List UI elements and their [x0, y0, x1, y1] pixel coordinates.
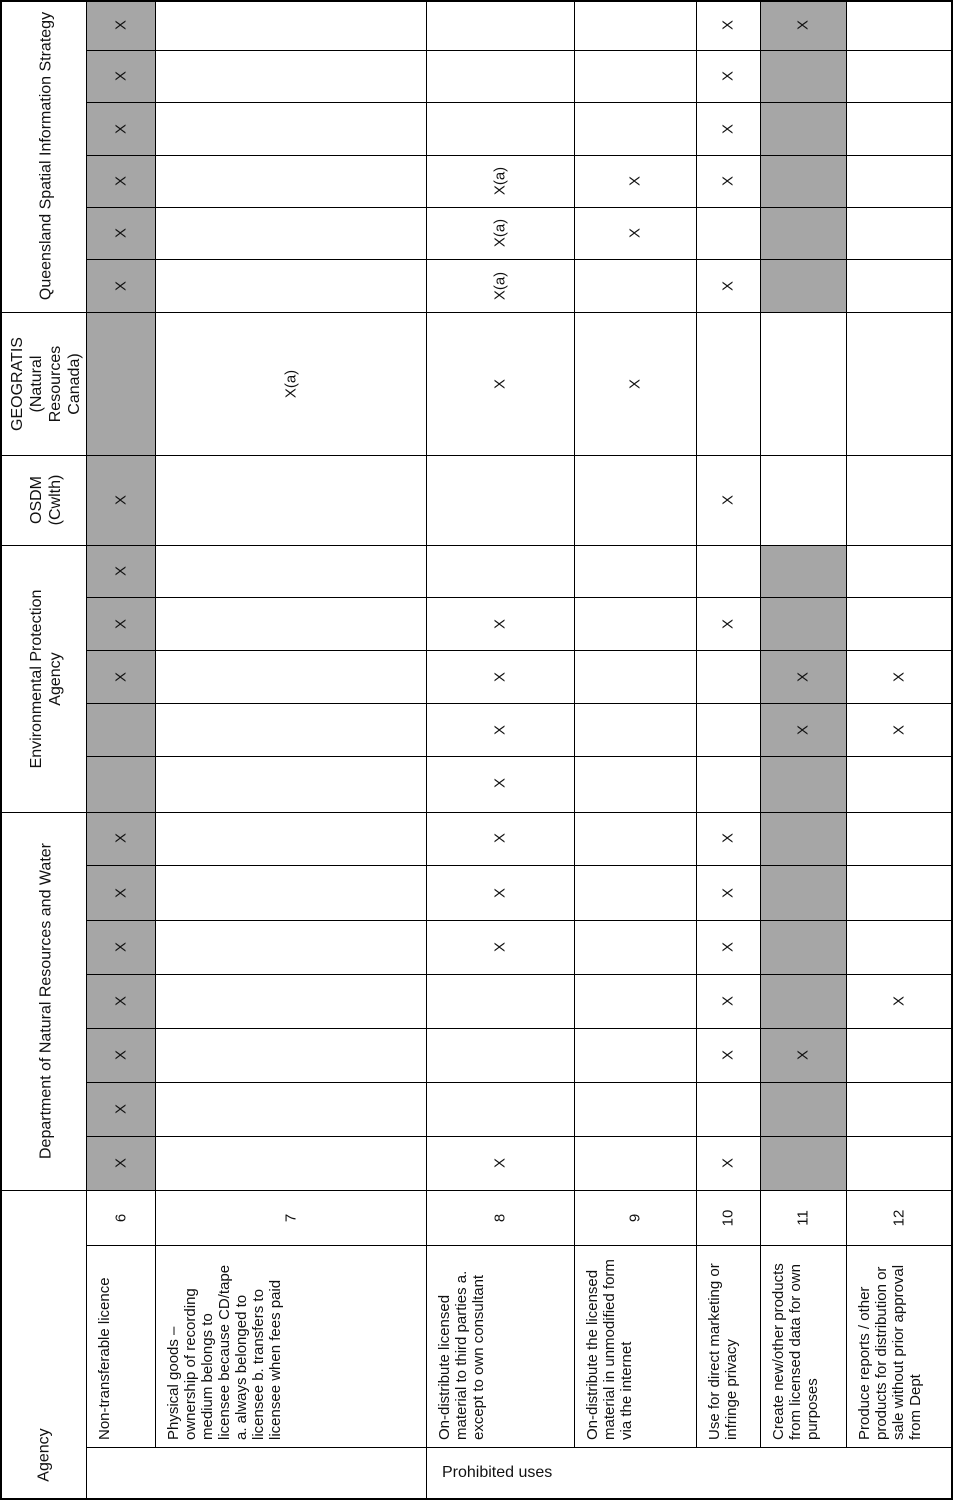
- shaded-cell: [760, 545, 846, 597]
- prohibited-uses-table: Agency Prohibited uses Department of Natural Resources and Water Environmental Protection Agency OSDM (Cwlth) GEOGRATIS (Natural Resources Canada) Queensland Spatial Information Strategy 6 7 8 9 10 11 12 Non-transferable licence Physical goods – ownership of recording medium belongs to licensee because CD/tape a. always belonged to licensee b. transfers to licensee when fees paid On-distribute licensed material to third parties a. except to own consultant On-distribute the licensed material in unmodified form via the internet Use for direct marketing or infringe privacy Create new/other products from licensed data for own purposes Produce reports / other products for distribution or sale without prior approval from Dept X X X X X X X X X X X X X X X X X X(a) X X X X X X X X X X(a) X(a) X(a) X X X X X X X X X X X X X X X X X X X X X X X: [0, 0, 953, 1500]
- grid-line: [155, 0, 156, 1447]
- shaded-cell: [760, 810, 846, 865]
- shaded-cell: [760, 597, 846, 650]
- grid-line: [86, 597, 951, 598]
- shaded-cell: [760, 102, 846, 155]
- prohibited-uses-label: Prohibited uses: [442, 1464, 553, 1481]
- shaded-cell: [760, 974, 846, 1028]
- grid-line: [86, 1082, 951, 1083]
- grid-line: [0, 1190, 951, 1191]
- grid-line: [86, 703, 951, 704]
- grid-line: [86, 207, 951, 208]
- grid-line: [86, 1447, 951, 1448]
- shaded-cell: [86, 756, 155, 810]
- grid-line: [0, 545, 951, 546]
- grid-line: [0, 455, 951, 456]
- shaded-cell: [760, 259, 846, 312]
- grid-line: [574, 0, 575, 1447]
- shaded-cell: [760, 756, 846, 810]
- shaded-cell: [760, 1082, 846, 1136]
- grid-line: [86, 650, 951, 651]
- grid-line: [86, 259, 951, 260]
- grid-line: [86, 974, 951, 975]
- grid-line: [86, 865, 951, 866]
- grid-line: [696, 0, 697, 1447]
- grid-line: [0, 812, 951, 813]
- grid-line: [0, 0, 953, 2]
- shaded-cell: [86, 312, 155, 455]
- grid-line: [86, 0, 87, 1500]
- shaded-cell: [760, 155, 846, 207]
- grid-line: [0, 312, 951, 313]
- grid-line: [0, 0, 2, 1500]
- grid-line: [426, 0, 427, 1447]
- grid-line: [760, 0, 761, 1447]
- grid-line: [86, 1136, 951, 1137]
- grid-line: [86, 920, 951, 921]
- shaded-cell: [86, 703, 155, 756]
- grid-line: [86, 1028, 951, 1029]
- shaded-cell: [760, 920, 846, 974]
- grid-line: [86, 102, 951, 103]
- grid-line: [86, 155, 951, 156]
- shaded-cell: [760, 207, 846, 259]
- shaded-cell: [760, 865, 846, 920]
- shaded-cell: [760, 50, 846, 102]
- shaded-cell: [760, 1136, 846, 1190]
- grid-line: [426, 1447, 427, 1500]
- grid-line: [86, 756, 951, 757]
- grid-line: [86, 1245, 951, 1246]
- grid-line: [86, 50, 951, 51]
- grid-line: [846, 0, 847, 1447]
